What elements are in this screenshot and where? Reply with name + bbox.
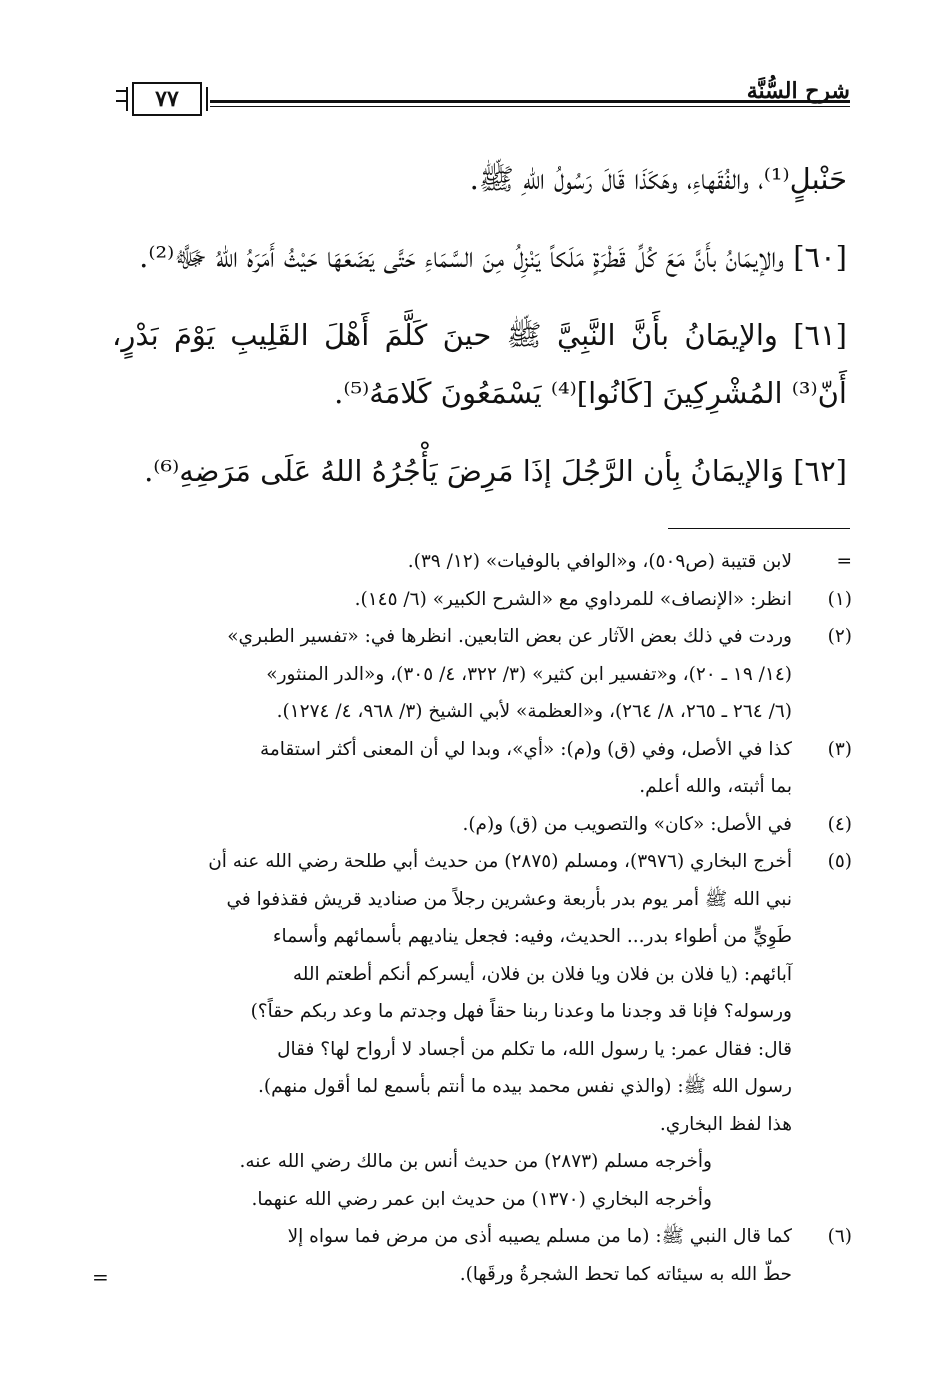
- footnote-line: لابن قتيبة (ص٥٠٩)، و«الوافي بالوفيات» (١٢/ ٣٩).: [407, 551, 792, 572]
- footnotes: [100, 543, 852, 1293]
- footnote-line: رسول الله ﷺ: (والذي نفس محمد بيده ما أنتم بأسمع لما أقول منهم).: [258, 1076, 792, 1097]
- footnote-line: حطّ الله به سيئاته كما تحط الشجرةُ ورقَها).: [459, 1263, 792, 1285]
- footnote-line: كما قال النبي ﷺ: (ما من مسلم يصيبه أذى من مرض فما سواه إلا: [287, 1226, 792, 1247]
- footnote-item: [100, 731, 852, 806]
- footnote-item: [100, 1218, 852, 1293]
- footnote-text: [100, 581, 792, 619]
- footnote-line: (١٤/ ١٩ ـ ٢٠)، و«تفسير ابن كثير» (٣/ ٣٢٢، ٤/ ٣٠٥)، و«الدر المنثور»: [266, 663, 792, 685]
- footnote-line: أخرج البخاري (٣٩٧٦)، ومسلم (٢٨٧٥) من حديث أبي طلحة رضي الله عنه أن: [208, 851, 792, 872]
- page-number: [132, 82, 202, 116]
- footnote-line: وأخرجه البخاري (١٣٧٠) من حديث ابن عمر رضي الله عنهما.: [251, 1188, 712, 1210]
- footnote-text: [100, 543, 792, 581]
- footnote-item: [100, 806, 852, 844]
- footnote-separator: [668, 528, 850, 529]
- main-text: [112, 150, 847, 520]
- footnote-number: (٢): [827, 626, 852, 647]
- footnote-number: (٤): [827, 813, 852, 835]
- footnote-line: هذا لفظ البخاري.: [659, 1113, 792, 1135]
- footnote-line: آبائهم: (يا فلان بن فلان ويا فلان بن فلان، أيسركم أنكم أطعتم الله: [292, 963, 792, 985]
- footnote-line: ورسوله؟ فإنا قد وجدنا ما وعدنا ربنا حقاً فهل وجدتم ما وعد ربكم حقاً؟): [250, 1001, 792, 1022]
- footnote-number: =: [836, 551, 852, 572]
- footnote-line: (٦/ ٢٦٤ ـ ٢٦٥، ٨/ ٢٦٤)، و«العظمة» لأبي الشيخ (٣/ ٩٦٨، ٤/ ١٢٧٤).: [276, 701, 792, 722]
- footnote-item: [100, 618, 852, 731]
- running-title: شرح السُّنَّة: [746, 78, 850, 104]
- footnote-text: [100, 1218, 792, 1293]
- footnote-line: بما أثبته، والله أعلم.: [639, 776, 792, 797]
- footnote-line: وردت في ذلك بعض الآثار عن بعض التابعين. انظرها في: «تفسير الطبري»: [227, 626, 792, 647]
- footnote-line: طَوِيٍّ من أطواء بدر... الحديث، وفيه: فجعل يناديهم بأسمائهم وأسماء: [272, 926, 792, 947]
- footnote-line: نبي الله ﷺ أمر يوم بدر بأربعة وعشرين رجلاً من صناديد قريش فقذفوا في: [226, 888, 792, 910]
- footnote-text: [100, 806, 792, 844]
- page-header: [110, 78, 850, 128]
- page-number-text: ٧٧: [155, 86, 179, 112]
- footnote-line: كذا في الأصل، وفي (ق) و(م): «أي»، وبدا لي أن المعنى أكثر استقامة: [259, 738, 792, 760]
- footnote-number: (٥): [827, 851, 852, 872]
- footnote-number: (٣): [827, 738, 852, 760]
- continuation-mark: =: [92, 1265, 109, 1289]
- paragraph-60: [٦٠] والإيمَانُ بأَنَّ مَعَ كُلِّ قَطْرَةٍ مَلَكاً يَنْزِلُ مِنَ السَّمَاءِ حَتَّى يَضَعَهَا حَيْثُ أَمَرَهُ اللهُ ﷻ⁽²⁾.: [139, 240, 847, 274]
- footnote-number: (٦): [827, 1226, 852, 1247]
- paragraph-62: [٦٢] وَالإيمَانُ بِأن الرَّجُلَ إذَا مَرِضَ يَأْجُرُهُ اللهُ عَلَى مَرَضِهِ⁽⁶⁾.: [144, 454, 847, 488]
- footnote-line: في الأصل: «كان» والتصويب من (ق) و(م).: [462, 813, 792, 835]
- paragraph-61: [٦١] والإيمَانُ بأَنَّ النَّبِيَّ ﷺ حينَ كَلَّمَ أَهْلَ القَلِيبِ يَوْمَ بَدْرٍ، أَنّ⁽³⁾ المُشْرِكِينَ [كَانُوا]⁽⁴⁾ يَسْمَعُونَ كَلامَهُ⁽⁵⁾.: [112, 318, 847, 410]
- footnote-item: [100, 581, 852, 619]
- paragraph-1: حَنْبلٍ⁽¹⁾، والفُقَهاءِ، وهَكَذَا قَالَ رَسُولُ اللهِ ﷺ.: [469, 162, 847, 196]
- footnote-text: [100, 843, 792, 1218]
- footnote-text: [100, 731, 792, 806]
- footnote-item: [100, 843, 852, 1218]
- footnote-text: [100, 618, 792, 731]
- footnote-item: [100, 543, 852, 581]
- footnote-line: وأخرجه مسلم (٢٨٧٣) من حديث أنس بن مالك رضي الله عنه.: [239, 1151, 712, 1172]
- footnote-number: (١): [827, 588, 852, 610]
- footnote-line: انظر: «الإنصاف» للمرداوي مع «الشرح الكبير» (٦/ ١٤٥).: [354, 588, 792, 610]
- header-rule-thin: [210, 106, 850, 107]
- footnote-line: قال: فقال عمر: يا رسول الله، ما تكلم من أجساد لا أرواح لها؟ فقال: [277, 1038, 792, 1060]
- header-rule: [210, 100, 850, 103]
